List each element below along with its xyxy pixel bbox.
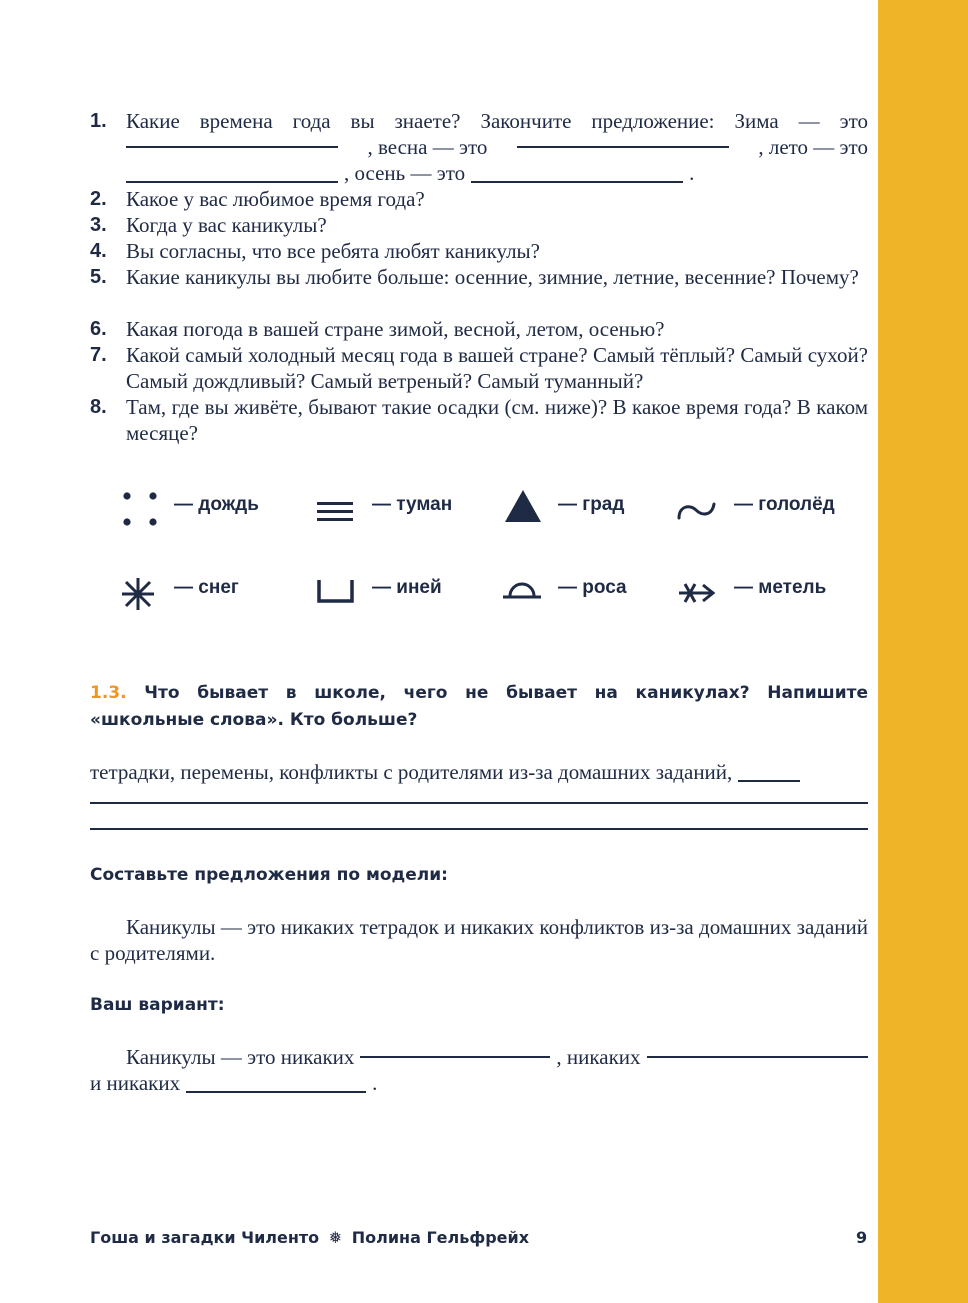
legend-label: — град [558,494,625,515]
answer-start: тетрадки, перемены, конфликты с родителями из-за домашних заданий, [90,760,733,784]
yellow-margin-bar [878,0,968,1303]
answer-blank[interactable] [360,1056,550,1058]
question-fragment: , осень — это [344,161,466,185]
question-1 [90,108,868,134]
answer-blank[interactable] [738,780,800,782]
author-name: Полина Гельфрейх [351,1228,530,1247]
question-fragment: . [689,161,695,185]
answer-line[interactable] [90,828,868,830]
task-1-3 [90,680,868,734]
variant-fragment: и никаких [90,1071,181,1095]
question-7 [90,342,868,394]
legend-label: — иней [372,577,442,598]
variant-line-1 [126,1044,868,1070]
question-fragment: , лето — это [758,135,868,159]
task-number: 1.3. [90,683,127,703]
footer-credits [90,1228,529,1247]
question-text: Какая погода в вашей стране зимой, весной, летом, осенью? [126,317,665,341]
question-number: 6. [90,318,107,340]
question-number: 8. [90,396,107,418]
variant-heading: Ваш вариант: [90,995,225,1015]
question-number: 7. [90,344,107,366]
frost-icon [316,578,356,604]
question-text: Там, где вы живёте, бывают такие осадки (см. ниже)? В какое время года? В каком месяце? [126,395,868,445]
task-text: Что бывает в школе, чего не бывает на каникулах? Напишите «школьные слова». Кто больше? [90,683,868,730]
legend-label: — туман [372,494,453,515]
ice-icon [676,496,718,524]
question-text: Какой самый холодный месяц года в вашей стране? Самый тёплый? Самый сухой? Самый дождливый? Самый ветреный? Самый туманный? [126,343,868,393]
question-1-line-3 [90,160,868,186]
question-number: 4. [90,240,107,262]
question-6 [90,316,868,342]
variant-fragment: , никаких [556,1045,641,1069]
model-example: Каникулы — это никаких тетрадок и никаких конфликтов из-за домашних заданий с родителями. [90,915,868,965]
question-text: Когда у вас каникулы? [126,213,327,237]
book-title: Гоша и загадки Чиленто [90,1228,320,1247]
answer-line[interactable] [90,802,868,804]
variant-fragment: Каникулы — это никаких [126,1045,355,1069]
question-4 [90,238,868,264]
model-heading: Составьте предложения по модели: [90,865,448,885]
answer-blank[interactable] [126,181,338,183]
answer-start-text [90,759,806,785]
snow-icon [118,576,158,612]
question-text: Какие времена года вы знаете? Закончите предложение: Зима — это [126,109,868,133]
question-2 [90,186,868,212]
legend-label: — гололёд [734,494,835,515]
hail-icon [503,488,543,524]
fog-icon [317,500,355,524]
legend-label: — метель [734,577,827,598]
question-3 [90,212,868,238]
variant-line-2 [90,1070,377,1096]
blizzard-icon [677,580,717,606]
answer-blank[interactable] [647,1056,868,1058]
question-number: 5. [90,266,107,288]
snowflake-icon: ❅ [328,1228,343,1247]
question-8 [90,394,868,446]
question-text: Какое у вас любимое время года? [126,187,425,211]
answer-blank[interactable] [471,181,683,183]
page-number: 9 [856,1228,868,1247]
dew-icon [502,580,542,602]
answer-blank[interactable] [517,146,729,148]
rain-icon [118,488,162,532]
legend-label: — снег [174,577,239,598]
legend-label: — роса [558,577,627,598]
question-5 [90,264,868,290]
question-text: Какие каникулы вы любите больше: осенние, зимние, летние, весенние? Почему? [126,265,859,289]
question-1-line-2 [90,134,868,160]
variant-fragment: . [372,1071,378,1095]
question-number: 2. [90,188,107,210]
question-text: Вы согласны, что все ребята любят каникулы? [126,239,540,263]
question-number: 3. [90,214,107,236]
answer-blank[interactable] [186,1091,366,1093]
legend-label: — дождь [174,494,259,515]
question-number: 1. [90,110,107,132]
answer-blank[interactable] [126,146,338,148]
question-fragment: , весна — это [367,135,488,159]
